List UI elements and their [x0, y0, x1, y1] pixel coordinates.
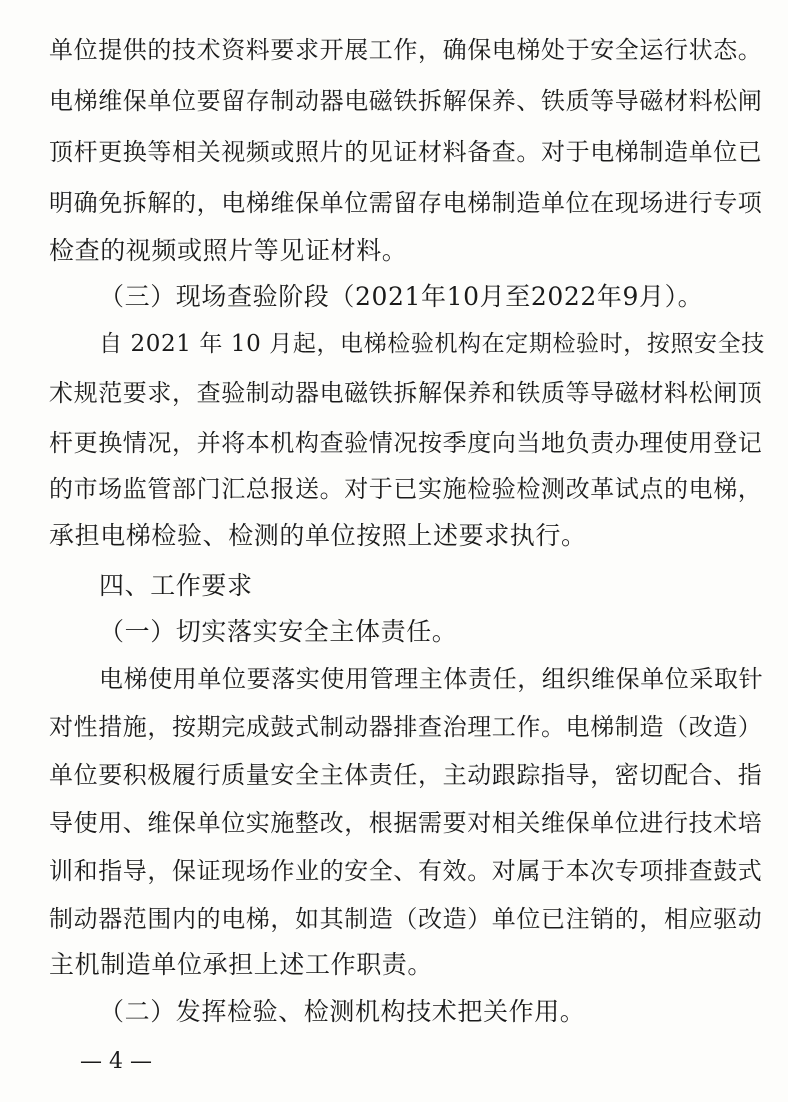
paragraph-line: 的市场监管部门汇总报送。对于已实施检验检测改革试点的电梯，	[49, 475, 763, 503]
section-heading-3: （三）现场查验阶段（2021年10月至2022年9月）。	[99, 282, 704, 311]
paragraph-line: 承担电梯检验、检测的单位按照上述要求执行。	[49, 521, 587, 550]
section-heading-4: 四、工作要求	[99, 571, 253, 600]
subsection-heading-2: （二）发挥检验、检测机构技术把关作用。	[99, 997, 586, 1026]
paragraph-line: 单位要积极履行质量安全主体责任，主动跟踪指导，密切配合、指	[49, 761, 763, 789]
paragraph-line: 明确免拆解的，电梯维保单位需留存电梯制造单位在现场进行专项	[49, 189, 763, 217]
paragraph-line: 术规范要求，查验制动器电磁铁拆解保养和铁质等导磁材料松闸顶	[49, 379, 763, 407]
paragraph-line: 导使用、维保单位实施整改，根据需要对相关维保单位进行技术培	[49, 809, 763, 837]
paragraph-line: 制动器范围内的电梯，如其制造（改造）单位已注销的，相应驱动	[49, 905, 763, 933]
paragraph-line: 自 2021 年 10 月起，电梯检验机构在定期检验时，按照安全技	[99, 331, 765, 357]
subsection-heading-1: （一）切实落实安全主体责任。	[99, 617, 458, 646]
paragraph-line: 电梯维保单位要留存制动器电磁铁拆解保养、铁质等导磁材料松闸	[49, 87, 763, 115]
paragraph-line: 检查的视频或照片等见证材料。	[49, 236, 408, 265]
paragraph-line: 杆更换情况，并将本机构查验情况按季度向当地负责办理使用登记	[49, 429, 763, 457]
paragraph-line: 训和指导，保证现场作业的安全、有效。对属于本次专项排查鼓式	[49, 857, 763, 885]
page-number: — 4 —	[80, 1049, 152, 1074]
paragraph-line: 主机制造单位承担上述工作职责。	[49, 950, 434, 979]
paragraph-line: 对性措施，按期完成鼓式制动器排查治理工作。电梯制造（改造）	[49, 713, 763, 741]
paragraph-line: 电梯使用单位要落实使用管理主体责任，组织维保单位采取针	[99, 665, 764, 693]
paragraph-line: 顶杆更换等相关视频或照片的见证材料备查。对于电梯制造单位已	[49, 138, 763, 166]
paragraph-line: 单位提供的技术资料要求开展工作，确保电梯处于安全运行状态。	[49, 36, 763, 64]
